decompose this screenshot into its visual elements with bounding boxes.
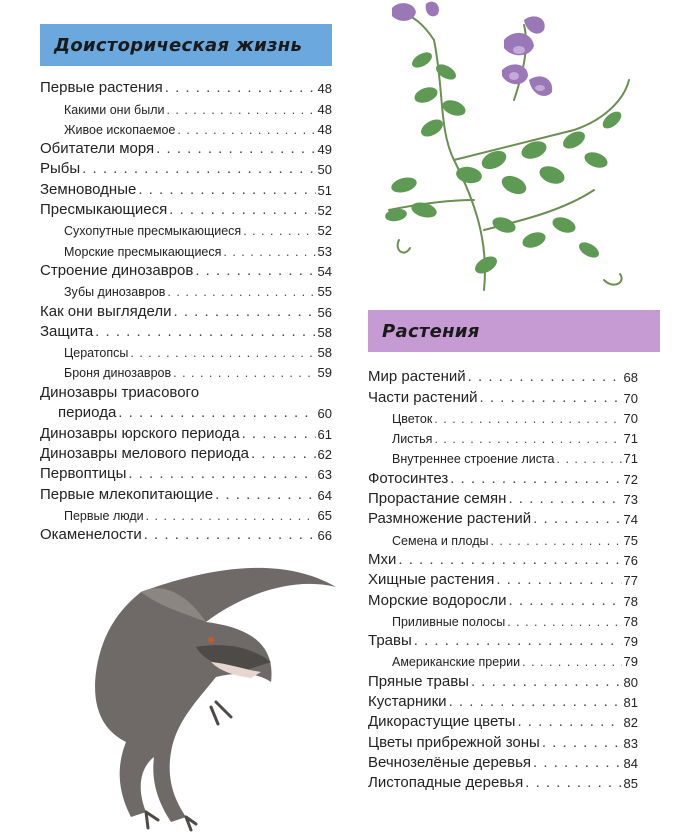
dot-leader bbox=[398, 551, 621, 568]
dot-leader bbox=[533, 754, 622, 771]
toc-entry-title: Приливные полосы bbox=[392, 614, 506, 629]
toc-entry-page: 58 bbox=[317, 324, 332, 340]
toc-entry bbox=[40, 299, 332, 319]
toc-entry-title: Защита bbox=[40, 322, 94, 340]
toc-subentry bbox=[40, 279, 332, 299]
toc-entry-title: Пресмыкающиеся bbox=[40, 201, 168, 219]
toc-entry bbox=[40, 157, 332, 177]
dot-leader bbox=[242, 425, 316, 442]
toc-subentry bbox=[40, 218, 332, 238]
toc-entry-title: Первые млекопитающие bbox=[40, 485, 214, 503]
toc-entry bbox=[368, 588, 638, 608]
toc-entry-page: 63 bbox=[317, 467, 332, 483]
dot-leader bbox=[167, 285, 315, 299]
toc-entry bbox=[368, 568, 638, 588]
toc-entry-title: Мир растений bbox=[368, 368, 466, 386]
dot-leader bbox=[144, 526, 316, 543]
toc-entry bbox=[368, 710, 638, 730]
toc-entry bbox=[368, 730, 638, 750]
toc-entry-title: Кустарники bbox=[368, 693, 447, 711]
toc-entry-page: 52 bbox=[317, 203, 332, 219]
toc-entry-page: 66 bbox=[317, 528, 332, 544]
dot-leader bbox=[533, 510, 621, 527]
dot-leader bbox=[173, 366, 315, 380]
toc-entry-page: 78 bbox=[623, 613, 638, 629]
toc-entry-page: 83 bbox=[623, 735, 638, 751]
toc-entry-title: Строение динозавров bbox=[40, 261, 194, 279]
dot-leader bbox=[508, 490, 621, 507]
toc-entry-title: Прорастание семян bbox=[368, 490, 507, 508]
toc-entry-title: Травы bbox=[368, 632, 412, 650]
toc-entry-title: Листопадные деревья bbox=[368, 774, 524, 792]
toc-entry-title: Первоптицы bbox=[40, 465, 127, 483]
toc-entry-title: Земноводные bbox=[40, 180, 137, 198]
toc-entry-page: 68 bbox=[623, 370, 638, 386]
toc-entry bbox=[368, 690, 638, 710]
toc-entry-title: Вечнозелёные деревья bbox=[368, 753, 532, 771]
toc-entry-title: Цветок bbox=[392, 411, 433, 426]
toc-entry-page: 58 bbox=[317, 345, 332, 361]
toc-entry-page: 55 bbox=[317, 284, 332, 300]
toc-entry bbox=[40, 137, 332, 157]
toc-entry bbox=[40, 421, 332, 441]
toc-entry bbox=[40, 523, 332, 543]
dot-leader bbox=[173, 303, 315, 320]
toc-entry-title: Американские прерии bbox=[392, 655, 521, 670]
dot-leader bbox=[156, 140, 315, 157]
dot-leader bbox=[165, 79, 316, 96]
toc-entry-page: 84 bbox=[623, 755, 638, 771]
toc-entry-title: Листья bbox=[392, 432, 433, 447]
toc-entry-page: 72 bbox=[623, 471, 638, 487]
dot-leader bbox=[434, 412, 621, 426]
toc-entry-title: Динозавры триасового bbox=[40, 384, 200, 402]
toc-entry-title: Цветы прибрежной зоны bbox=[368, 733, 540, 751]
toc-entry-title: Броня динозавров bbox=[64, 366, 172, 381]
dot-leader bbox=[450, 470, 621, 487]
toc-entry-page: 70 bbox=[623, 410, 638, 426]
dot-leader bbox=[522, 655, 621, 669]
toc-entry-page: 51 bbox=[317, 182, 332, 198]
toc-entry-title: Первые растения bbox=[40, 79, 163, 97]
dinosaur-illustration bbox=[46, 552, 346, 833]
section-heading-plants bbox=[368, 310, 660, 352]
toc-subentry bbox=[40, 238, 332, 258]
toc-entry-page: 82 bbox=[623, 715, 638, 731]
toc-entry-title: Размножение растений bbox=[368, 510, 532, 528]
toc-entry-page: 48 bbox=[317, 81, 332, 97]
toc-entry bbox=[368, 771, 638, 791]
dot-leader bbox=[496, 571, 621, 588]
dot-leader bbox=[525, 774, 621, 791]
toc-entry-title: Морские водоросли bbox=[368, 591, 507, 609]
toc-entry bbox=[40, 177, 332, 197]
section-heading-text: Растения bbox=[382, 320, 480, 342]
dot-leader bbox=[434, 432, 621, 446]
toc-entry bbox=[368, 487, 638, 507]
toc-entry-page: 80 bbox=[623, 674, 638, 690]
toc-subentry bbox=[368, 446, 638, 466]
toc-entry bbox=[40, 442, 332, 462]
toc-entry-page: 70 bbox=[623, 390, 638, 406]
dot-leader bbox=[243, 224, 315, 238]
dot-leader bbox=[507, 615, 621, 629]
dot-leader bbox=[215, 486, 315, 503]
toc-entry bbox=[40, 198, 332, 218]
toc-entry-title: Обитатели моря bbox=[40, 140, 155, 158]
dot-leader bbox=[118, 404, 315, 421]
toc-entry bbox=[368, 507, 638, 527]
toc-entry-page: 79 bbox=[623, 654, 638, 670]
toc-subentry bbox=[40, 117, 332, 137]
toc-entry bbox=[368, 669, 638, 689]
toc-entry-title: Рыбы bbox=[40, 160, 81, 178]
toc-subentry bbox=[368, 406, 638, 426]
toc-entry-page: 62 bbox=[317, 447, 332, 463]
toc-entry-page: 74 bbox=[623, 512, 638, 528]
toc-entry-title: Динозавры юрского периода bbox=[40, 424, 240, 442]
toc-entry-title: Хищные растения bbox=[368, 571, 495, 589]
dot-leader bbox=[251, 445, 316, 462]
toc-entry-title: Зубы динозавров bbox=[64, 285, 166, 300]
toc-entry-page: 54 bbox=[317, 263, 332, 279]
toc-entry-page: 48 bbox=[317, 121, 332, 137]
toc-entry-title: Фотосинтез bbox=[368, 469, 449, 487]
toc-entry-page: 76 bbox=[623, 552, 638, 568]
plant-illustration bbox=[374, 0, 644, 300]
toc-entry-title: Первые люди bbox=[64, 508, 144, 523]
toc-subentry bbox=[40, 360, 332, 380]
dot-leader bbox=[517, 713, 621, 730]
toc-prehistoric-life bbox=[40, 76, 332, 543]
toc-subentry bbox=[40, 340, 332, 360]
toc-entry-title: Части растений bbox=[368, 388, 478, 406]
toc-subentry bbox=[40, 96, 332, 116]
dot-leader bbox=[490, 534, 621, 548]
toc-entry-title: Цератопсы bbox=[64, 346, 129, 361]
toc-entry bbox=[40, 259, 332, 279]
toc-entry-page: 56 bbox=[317, 304, 332, 320]
toc-entry-page: 81 bbox=[623, 695, 638, 711]
toc-entry bbox=[368, 548, 638, 568]
toc-entry bbox=[368, 751, 638, 771]
dot-leader bbox=[480, 389, 622, 406]
toc-entry-title: Дикорастущие цветы bbox=[368, 713, 516, 731]
toc-entry-title: Семена и плоды bbox=[392, 533, 489, 548]
dot-leader bbox=[471, 673, 622, 690]
toc-entry-page: 73 bbox=[623, 492, 638, 508]
toc-entry-page: 59 bbox=[317, 365, 332, 381]
dot-leader bbox=[128, 465, 315, 482]
toc-entry-page: 65 bbox=[317, 507, 332, 523]
section-heading-text: Доисторическая жизнь bbox=[54, 34, 303, 56]
toc-entry bbox=[40, 76, 332, 96]
toc-entry-page: 48 bbox=[317, 101, 332, 117]
toc-subentry bbox=[368, 527, 638, 547]
toc-entry-page: 71 bbox=[623, 451, 638, 467]
dot-leader bbox=[166, 103, 315, 117]
toc-entry-page: 79 bbox=[623, 634, 638, 650]
toc-entry-title: Морские пресмыкающиеся bbox=[64, 244, 222, 259]
toc-entry-page: 60 bbox=[317, 406, 332, 422]
toc-entry bbox=[40, 482, 332, 502]
toc-entry-page: 77 bbox=[623, 573, 638, 589]
toc-entry-page: 78 bbox=[623, 593, 638, 609]
toc-entry-title: Внутреннее строение листа bbox=[392, 452, 555, 467]
dot-leader bbox=[414, 632, 622, 649]
toc-entry-page: 52 bbox=[317, 223, 332, 239]
dot-leader bbox=[509, 592, 622, 609]
toc-entry-page: 64 bbox=[317, 487, 332, 503]
toc-entry-page: 75 bbox=[623, 532, 638, 548]
dot-leader bbox=[468, 368, 622, 385]
toc-entry-page: 53 bbox=[317, 243, 332, 259]
toc-subentry bbox=[368, 609, 638, 629]
toc-entry bbox=[368, 629, 638, 649]
toc-entry-page: 61 bbox=[317, 426, 332, 442]
toc-entry-page: 49 bbox=[317, 142, 332, 158]
dot-leader bbox=[82, 160, 315, 177]
toc-entry-title: Живое ископаемое bbox=[64, 122, 176, 137]
dot-leader bbox=[95, 323, 315, 340]
toc-entry-title: Динозавры мелового периода bbox=[40, 445, 249, 463]
dot-leader bbox=[130, 346, 315, 360]
toc-entry bbox=[368, 365, 638, 385]
dot-leader bbox=[557, 452, 622, 466]
dot-leader bbox=[195, 262, 315, 279]
section-heading-prehistoric-life bbox=[40, 24, 332, 66]
dot-leader bbox=[449, 693, 622, 710]
dot-leader bbox=[542, 734, 622, 751]
toc-entry bbox=[40, 462, 332, 482]
toc-entry-page: 71 bbox=[623, 431, 638, 447]
toc-entry-title: Какими они были bbox=[64, 102, 165, 117]
dot-leader bbox=[138, 181, 315, 198]
toc-entry-continuation bbox=[40, 401, 332, 421]
toc-entry bbox=[368, 466, 638, 486]
toc-entry-title: Как они выглядели bbox=[40, 302, 172, 320]
toc-plants bbox=[368, 365, 638, 791]
toc-entry-title: Сухопутные пресмыкающиеся bbox=[64, 224, 242, 239]
toc-entry-title: Пряные травы bbox=[368, 672, 469, 690]
toc-entry bbox=[368, 385, 638, 405]
toc-entry-title: Окаменелости bbox=[40, 526, 142, 544]
toc-entry-page: 85 bbox=[623, 776, 638, 792]
toc-entry-title: Мхи bbox=[368, 550, 397, 568]
toc-entry bbox=[40, 380, 332, 401]
toc-entry bbox=[40, 320, 332, 340]
toc-subentry bbox=[368, 426, 638, 446]
dot-leader bbox=[146, 509, 316, 523]
toc-subentry bbox=[368, 649, 638, 669]
toc-entry-title-continued: периода bbox=[58, 404, 117, 422]
dot-leader bbox=[169, 201, 315, 218]
dot-leader bbox=[223, 245, 315, 259]
toc-entry-page: 50 bbox=[317, 162, 332, 178]
dot-leader bbox=[177, 123, 315, 137]
toc-subentry bbox=[40, 503, 332, 523]
